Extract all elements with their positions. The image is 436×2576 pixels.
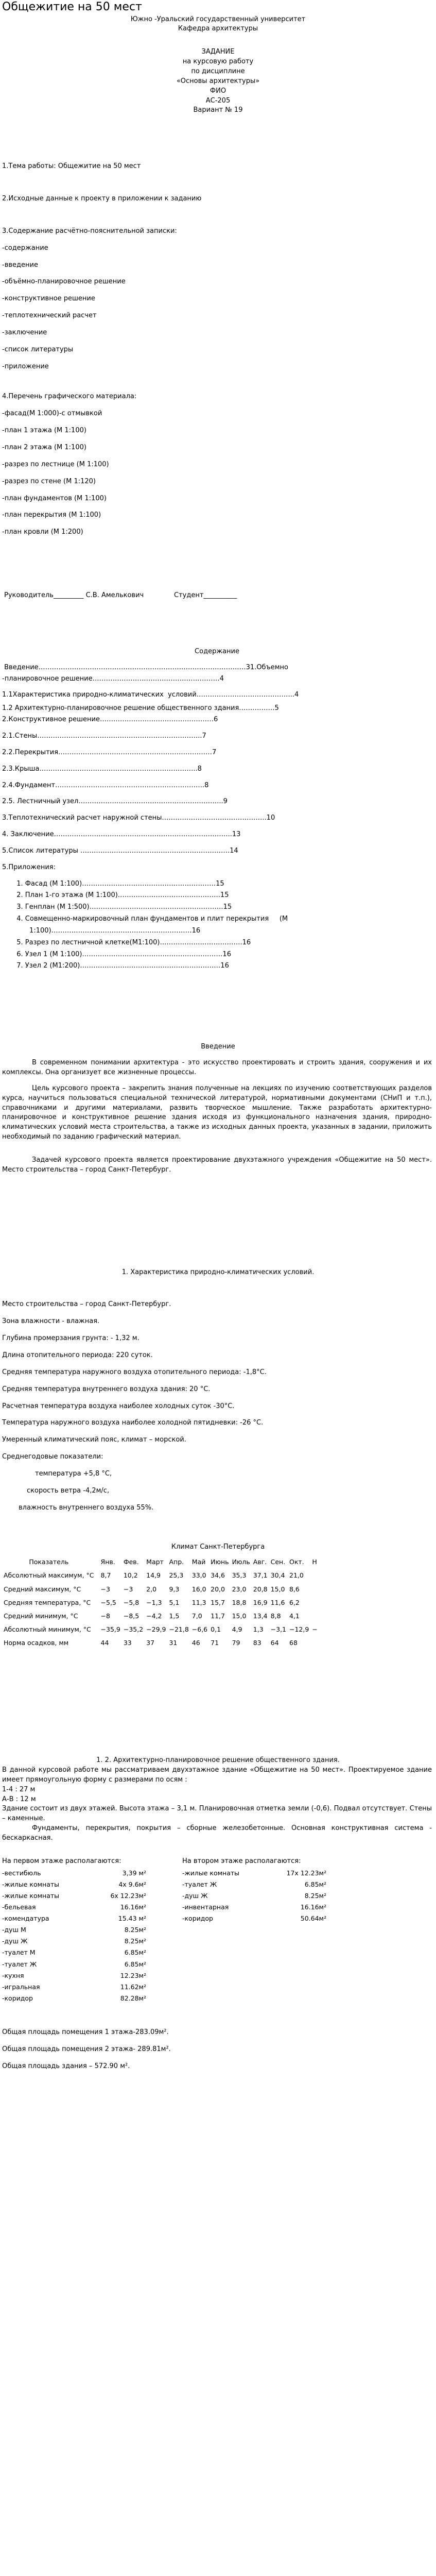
assignment-for: на курсовую работу <box>182 58 254 66</box>
room-area: 11.62м² <box>120 1982 146 1991</box>
climate-table-row <box>2 1569 319 1582</box>
climate-table-cell: 31 <box>169 1639 178 1647</box>
climate-table-cell: −35,2 <box>123 1625 144 1633</box>
climate-table-cell: Норма осадков, мм <box>4 1639 69 1647</box>
climate-table-row <box>2 1583 319 1596</box>
intro-paragraph: В современном понимании архитектура - это искусство проектировать и строить здания, сооружения и их комплексы. Она организует все жизненные процессы. <box>2 1059 432 1076</box>
climate-table-cell: 34,6 <box>211 1571 225 1580</box>
climate-table-cell: 11,6 <box>270 1598 285 1606</box>
climate-table-cell: Абсолютный минимум, °C <box>4 1625 91 1633</box>
climate-table-cell: 14,9 <box>146 1571 161 1580</box>
room-row <box>2 1994 146 2003</box>
task-graphic-item: -разрез по стене (М 1:120) <box>2 477 96 485</box>
climate-table-cell: 11,3 <box>191 1598 206 1606</box>
task-graphic-item: -план 2 этажа (М 1:100) <box>2 444 86 451</box>
climate-table-cell: −8,5 <box>123 1612 139 1620</box>
climate-table-cell: 79 <box>232 1639 240 1647</box>
climate-table-cell: 20,0 <box>211 1585 225 1593</box>
climate-table-header-cell: Авг. <box>253 1558 267 1566</box>
toc-line: 1.2 Архитектурно-планировочное решение общественного здания…………….5 <box>2 704 279 713</box>
climate-table-cell: 44 <box>100 1639 109 1647</box>
toc-appendix-line: 2. План 1-го этажа (М 1:100)……………………………………….15 <box>12 891 229 900</box>
task-contents-item: -список литературы <box>2 345 74 353</box>
task-contents-item: -теплотехнический расчет <box>2 312 97 320</box>
room-area: 6.85м² <box>124 1960 146 1968</box>
room-row <box>182 1869 326 1878</box>
area-total: Общая площадь помещения 1 этажа-283.09м². <box>2 2028 169 2037</box>
toc-appendix-line: 7. Узел 2 (М1:200)………………………………………………………16 <box>12 962 229 970</box>
task-graphic-title: 4.Перечень графического материала: <box>2 393 137 401</box>
climate-table-cell: −8 <box>100 1612 110 1620</box>
room-name: -коридор <box>2 1994 33 2002</box>
climate-table-cell: 10,2 <box>123 1571 138 1580</box>
room-area: 16.16м² <box>120 1903 146 1911</box>
climate-table-row <box>2 1623 319 1636</box>
room-name: -душ Ж <box>182 1891 208 1900</box>
room-row <box>182 1903 326 1912</box>
climate-line: Температура наружного воздуха наиболее холодной пятидневки: -26 °С. <box>2 1419 264 1427</box>
room-row <box>2 1960 146 1969</box>
room-area: 8.25м² <box>124 1926 146 1934</box>
toc-appendix-line: 1. Фасад (М 1:100)……………………………………………………15 <box>12 879 224 888</box>
climate-table-cell <box>310 1636 319 1650</box>
room-area: 8.25м² <box>304 1891 326 1900</box>
climate-table-header-cell: Апр. <box>169 1558 184 1566</box>
climate-table-cell: 1,3 <box>253 1625 264 1633</box>
planning-paragraph: Здание состоит из двух этажей. Высота этажа – 3,1 м. Планировочная отметка земли (-0,6). Подвал отсутствует. Стены – каменные. <box>2 1805 432 1823</box>
climate-annual-wind: скорость ветра -4,2м/с, <box>27 1486 110 1495</box>
room-area: 8.25м² <box>124 1937 146 1945</box>
climate-table-row <box>2 1596 319 1609</box>
climate-table-cell: 4,9 <box>232 1625 242 1633</box>
task-graphic-item: -план перекрытия (М 1:100) <box>2 511 101 519</box>
toc-appendix-line: 5. Разрез по лестничной клетке(М1:100)……………………………….16 <box>12 938 251 946</box>
room-area: 6х 12.23м² <box>110 1891 146 1900</box>
toc-line: 2.4.Фундамент………………………………………………………….8 <box>2 781 209 789</box>
assignment-discipline: «Основы архитектуры» <box>176 77 260 85</box>
climate-table-row <box>2 1636 319 1650</box>
climate-table-cell <box>310 1596 319 1609</box>
climate-table-cell: 6,2 <box>289 1598 300 1606</box>
intro-paragraph: Цель курсового проекта – закрепить знания полученные на лекциях по изучению соответствующих разделов курса, научиться пользоваться специальной технической литературой, нормативными документами (СНиП и т.п.), справочниками и другими материалами, развить творческое мышление. Также разработать архитектурно-планировочное и конструктивное решение здания исходя из функционального назначения здания, природно-климатических условий места строительства, а также из исходных данных проекта, указанных в задании, приложить необходимый по заданию графический материал. <box>2 1084 432 1141</box>
climate-table-cell: 83 <box>253 1639 261 1647</box>
climate-table-header-cell: Янв. <box>100 1558 115 1566</box>
first-floor-title: На первом этаже располагаются: <box>2 1857 121 1865</box>
climate-table-cell: 20,8 <box>253 1585 268 1593</box>
climate-table-cell: 8,8 <box>270 1612 281 1620</box>
climate-table-cell: −3,1 <box>270 1625 286 1633</box>
climate-table-cell: 7,0 <box>191 1612 202 1620</box>
room-row <box>2 1903 146 1912</box>
toc-line: 2.5. Лестничный узел………………………………………………………..9 <box>2 798 228 806</box>
room-area: 4х 9.6м² <box>118 1880 146 1888</box>
toc-appendix-line: 3. Генплан (М 1:500)……………………………………………………15 <box>12 903 232 911</box>
climate-table-cell: 4,1 <box>289 1612 300 1620</box>
room-row <box>2 1880 146 1889</box>
climate-line: Глубина промерзания грунта: - 1,32 м. <box>2 1334 139 1343</box>
intro-title: Введение <box>201 1043 235 1051</box>
room-name: -бельевая <box>2 1903 36 1911</box>
climate-line: Длина отопительного периода: 220 суток. <box>2 1351 153 1359</box>
climate-line: Зона влажности - влажная. <box>2 1317 100 1326</box>
climate-table-header-cell: Май <box>191 1558 206 1566</box>
climate-table-cell: 15,0 <box>270 1585 285 1593</box>
signature-line <box>2 591 432 601</box>
room-area: 6.85м² <box>304 1880 326 1888</box>
climate-table <box>2 1555 319 1650</box>
room-name: -туалет Ж <box>182 1880 217 1888</box>
planning-section <box>0 1756 436 2071</box>
climate-table-cell: Средний максимум, °C <box>4 1585 81 1593</box>
climate-table-cell: 2,0 <box>146 1585 157 1593</box>
climate-line: Умеренный климатический пояс, климат – морской. <box>2 1436 186 1444</box>
planning-dimension: А-В : 12 м <box>2 1795 36 1803</box>
room-area: 82.28м² <box>120 1994 146 2002</box>
room-area: 50.64м² <box>300 1914 326 1923</box>
assignment-discipline-label: по дисциплине <box>191 67 245 75</box>
climate-line: Среднегодовые показатели: <box>2 1453 103 1461</box>
toc-line: 1.1Характеристика природно-климатических условий……………………………………..4 <box>2 691 299 699</box>
toc-line: 4. Заключение……………………………………………………………………..13 <box>2 831 241 839</box>
room-row <box>2 1869 146 1878</box>
task-contents-item: -заключение <box>2 328 47 336</box>
toc-line: 3.Теплотехнический расчет наружной стены………………………………………..10 <box>2 814 275 822</box>
climate-table-header-cell: Н <box>312 1558 317 1566</box>
climate-table-header-cell: Июнь <box>211 1558 229 1566</box>
toc-line: 2.3.Крыша……………………………………………………………..8 <box>2 765 202 773</box>
toc-appendix-line: 4. Совмещенно-маркировочный план фундаментов и плит перекрытия (М <box>12 915 288 923</box>
climate-table-cell <box>310 1583 319 1596</box>
climate-table-cell: 30,4 <box>270 1571 285 1580</box>
second-floor-rooms <box>182 1857 326 2005</box>
climate-table-cell: 71 <box>211 1639 219 1647</box>
climate-table-cell: 1,5 <box>169 1612 180 1620</box>
climate-table-title: Климат Санкт-Петербурга <box>171 1543 265 1551</box>
climate-table-cell: 46 <box>191 1639 200 1647</box>
assignment-heading: ЗАДАНИЕ <box>201 48 235 56</box>
climate-table-header-cell: Июль <box>232 1558 250 1566</box>
task-contents-item: -объёмно-планировочное решение <box>2 278 126 286</box>
toc-appendix-line: 6. Узел 1 (М 1:100)………………………………………………………16 <box>12 950 231 958</box>
room-name: -туалет Ж <box>2 1960 37 1968</box>
task-graphic-item: -план 1 этажа (М 1:100) <box>2 427 86 435</box>
table-of-contents <box>0 647 436 971</box>
planning-paragraph: Фундаменты, перекрытия, покрытия – сборные железобетонные. Основная конструктивная система - бескаркасная. <box>2 1824 432 1842</box>
climate-table-cell: 11,7 <box>211 1612 225 1620</box>
climate-table-cell: −5,5 <box>100 1598 116 1606</box>
room-row <box>2 1982 146 1992</box>
climate-table-cell: −21,8 <box>169 1625 189 1633</box>
introduction-section <box>0 1042 436 1175</box>
climate-table-cell: 18,8 <box>232 1598 247 1606</box>
climate-table-cell: 23,0 <box>232 1585 247 1593</box>
room-area: 12.23м² <box>120 1971 146 1979</box>
climate-line: Средняя температура внутреннего воздуха здания: 20 °С. <box>2 1385 211 1393</box>
toc-appendix-line: 1:100)………………………………………………………16 <box>12 926 201 935</box>
task-graphic-item: -фасад(М 1:000)-с отмывкой <box>2 410 102 418</box>
task-section <box>0 162 436 601</box>
planning-dimension: 1-4 : 27 м <box>2 1785 36 1793</box>
climate-line: Расчетная температура воздуха наиболее холодных суток -30°С. <box>2 1402 235 1410</box>
toc-title: Содержание <box>195 647 239 655</box>
toc-line: 2.Конструктивное решение……………………………………………6 <box>2 716 218 724</box>
rooms-columns <box>0 1857 436 2005</box>
university-name: Южно -Уральский государственный университет <box>130 15 306 23</box>
room-row <box>2 1971 146 1980</box>
climate-annual-temperature: температура +5,8 °С, <box>35 1469 112 1478</box>
climate-section <box>0 1268 436 1650</box>
room-row <box>2 1914 146 1923</box>
area-total: Общая площадь помещения 2 этажа- 289.81м². <box>2 2045 171 2053</box>
task-topic: 1.Тема работы: Общежитие на 50 мест <box>2 162 141 171</box>
climate-table-cell: −3 <box>100 1585 110 1593</box>
room-name: -душ Ж <box>2 1937 28 1945</box>
room-name: -душ М <box>2 1926 26 1934</box>
climate-table-header-cell: Показатель <box>29 1558 69 1566</box>
room-area: 17х 12.23м² <box>286 1869 326 1877</box>
climate-table-cell: Абсолютный максимум, °C <box>4 1571 94 1580</box>
room-name: -коридор <box>182 1914 213 1923</box>
climate-table-cell: 15,0 <box>232 1612 247 1620</box>
planning-paragraph: В данной курсовой работе мы рассматриваем двухэтажное здание «Общежитие на 50 мест». Проектируемое здание имеет прямоугольную форму с размерами по осям : <box>2 1766 432 1784</box>
climate-table-cell: 68 <box>289 1639 298 1647</box>
room-row <box>2 1937 146 1946</box>
climate-table-cell: 0,1 <box>211 1625 221 1633</box>
document-title: Общежитие на 50 мест <box>2 1 142 13</box>
task-graphic-item: -разрез по лестнице (М 1:100) <box>2 460 109 468</box>
climate-table-cell: 8,6 <box>289 1585 300 1593</box>
task-graphic-item: -план фундаментов (М 1:100) <box>2 494 107 502</box>
room-area: 16.16м² <box>300 1903 326 1911</box>
toc-line: Введение…………………………………………………………………………………31.Объемно <box>2 663 289 671</box>
room-name: -комендатура <box>2 1914 49 1923</box>
room-name: -вестибюль <box>2 1869 41 1877</box>
climate-table-header-cell: Сен. <box>270 1558 286 1566</box>
room-name: -инвентарная <box>182 1903 229 1911</box>
room-row <box>2 1948 146 1957</box>
task-graphic-item: -план кровли (М 1:200) <box>2 528 83 536</box>
climate-table-cell: 33 <box>123 1639 132 1647</box>
room-area: 6.85м² <box>124 1948 146 1957</box>
department-name: Кафедра архитектуры <box>178 25 258 33</box>
climate-table-cell: 9,3 <box>169 1585 180 1593</box>
climate-section-title: 1. Характеристика природно-климатических условий. <box>121 1268 315 1276</box>
climate-table-cell: 37 <box>146 1639 155 1647</box>
second-floor-title: На втором этаже располагаются: <box>182 1857 301 1865</box>
intro-paragraph: Задачей курсового проекта является проектирование двухэтажного учреждения «Общежитие на 50 мест». Место строительства – город Санкт-Петербург. <box>2 1156 432 1174</box>
toc-line: 2.2.Перекрытия……………………………………………………………7 <box>2 748 217 756</box>
student-fio: ФИО <box>210 87 226 95</box>
climate-table-cell: 5,1 <box>169 1598 180 1606</box>
variant-number: Вариант № 19 <box>193 106 243 114</box>
climate-table-cell: 64 <box>270 1639 279 1647</box>
room-name: -игральная <box>2 1982 40 1991</box>
climate-table-cell: −1,3 <box>146 1598 162 1606</box>
room-row <box>2 1891 146 1901</box>
climate-table-cell: −29,9 <box>146 1625 166 1633</box>
room-name: -жилые комнаты <box>182 1869 240 1877</box>
room-name: -жилые комнаты <box>2 1880 60 1888</box>
climate-table-header-cell: Окт. <box>289 1558 304 1566</box>
task-contents-item: -приложение <box>2 362 49 370</box>
task-contents-item: -введение <box>2 261 38 269</box>
title-page <box>0 15 436 116</box>
climate-table-header-row <box>2 1555 319 1569</box>
toc-line: 5.Список литературы ………………………………………………………….14 <box>2 846 238 855</box>
climate-table-cell <box>310 1569 319 1582</box>
room-name: -жилые комнаты <box>2 1891 60 1900</box>
climate-table-cell: −3 <box>123 1585 133 1593</box>
toc-line: 2.1.Стены………………………………………………………………..7 <box>2 732 206 740</box>
toc-line: 5.Приложения: <box>2 863 56 871</box>
climate-table-cell: −5,8 <box>123 1598 139 1606</box>
toc-line: -планировочное решение…………………………………………………4 <box>2 674 224 683</box>
area-total: Общая площадь здания – 572.90 м². <box>2 2062 130 2070</box>
task-contents-item: -конструктивное решение <box>2 295 95 303</box>
climate-table-cell: 8,7 <box>100 1571 111 1580</box>
climate-table-cell: 21,0 <box>289 1571 304 1580</box>
task-initial-data: 2.Исходные данные к проекту в приложении к заданию <box>2 195 202 203</box>
climate-table-cell: −6,6 <box>191 1625 208 1633</box>
student-signature: Студент__________ <box>174 591 237 600</box>
climate-table-cell <box>310 1609 319 1623</box>
climate-table-cell: 35,3 <box>232 1571 247 1580</box>
student-group: АС-205 <box>205 96 231 105</box>
climate-annual-humidity: влажность внутреннего воздуха 55%. <box>19 1503 154 1512</box>
room-name: -туалет М <box>2 1948 36 1957</box>
climate-table-cell: − <box>312 1625 318 1633</box>
room-row <box>182 1891 326 1901</box>
room-area: 15.43 м² <box>118 1914 146 1923</box>
climate-table-cell: −12,9 <box>289 1625 309 1633</box>
planning-section-title: 1. 2. Архитектурно-планировочное решение общественного здания. <box>96 1756 340 1765</box>
climate-table-cell: −4,2 <box>146 1612 162 1620</box>
climate-table-cell: 16,0 <box>191 1585 206 1593</box>
climate-table-cell: 15,7 <box>211 1598 225 1606</box>
room-name: -кухня <box>2 1971 24 1979</box>
climate-table-cell: 37,1 <box>253 1571 268 1580</box>
climate-table-cell: 25,3 <box>169 1571 184 1580</box>
climate-table-cell: 16,9 <box>253 1598 268 1606</box>
climate-table-cell: Средняя температура, °C <box>4 1598 91 1606</box>
supervisor-signature: Руководитель_________ С.В. Амелькович <box>4 591 144 600</box>
climate-table-row <box>2 1609 319 1623</box>
climate-line: Средняя температура наружного воздуха отопительного периода: -1,8°С. <box>2 1368 267 1376</box>
room-row <box>182 1880 326 1889</box>
task-contents-item: -содержание <box>2 244 48 252</box>
room-row <box>2 1925 146 1935</box>
climate-table-header-cell: Фев. <box>123 1558 139 1566</box>
first-floor-rooms <box>2 1857 146 2005</box>
task-contents-title: 3.Содержание расчётно-пояснительной записки: <box>2 227 177 235</box>
climate-table-cell: 13,4 <box>253 1612 268 1620</box>
room-row <box>182 1914 326 1923</box>
climate-table-cell: 33,0 <box>191 1571 206 1580</box>
climate-table-cell: −35,9 <box>100 1625 120 1633</box>
climate-line: Место строительства – город Санкт-Петербург. <box>2 1300 171 1309</box>
climate-table-cell: Средний минимум, °C <box>4 1612 78 1620</box>
climate-table-header-cell: Март <box>146 1558 164 1566</box>
room-area: 3,39 м² <box>122 1869 146 1877</box>
